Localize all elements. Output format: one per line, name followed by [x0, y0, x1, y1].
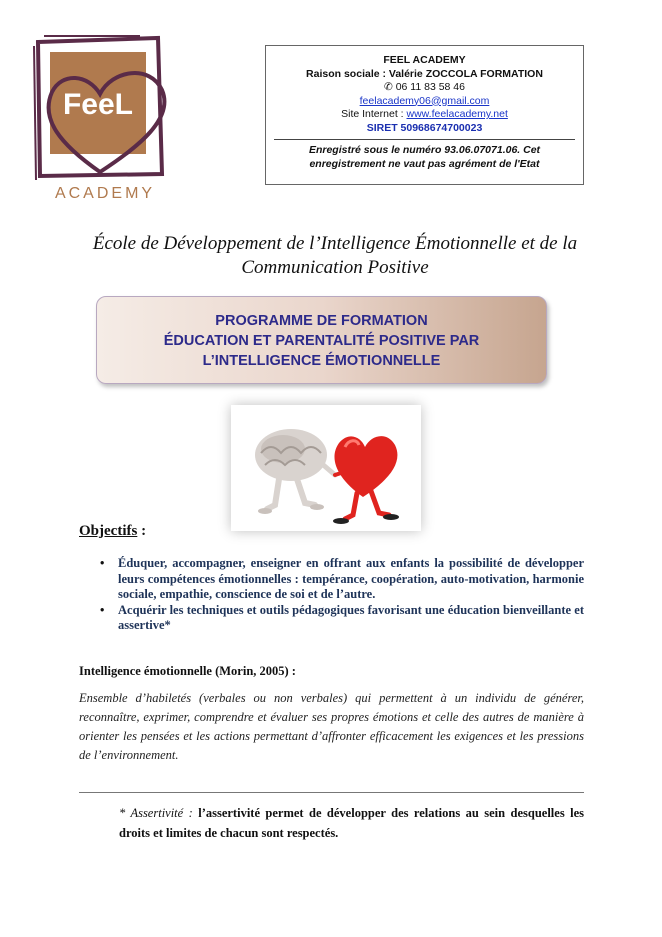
bullet-icon: • — [100, 602, 105, 617]
registration-note: Enregistré sous le numéro 93.06.07071.06. Cet enregistrement ne vaut pas agrément de l'Etat — [308, 144, 541, 170]
objectives-list — [100, 556, 584, 634]
objectifs-word: Objectifs — [79, 523, 138, 539]
info-divider — [274, 139, 575, 140]
assertivite-note — [119, 803, 584, 843]
ie-definition: Ensemble d’habiletés (verbales ou non verbales) qui permettent à un individu de générer, reconnaître, exprimer, comprendre et évaluer ses propres émotions et celle des autres de manière à orienter les pensées et les actions permettant d’affronter efficacement les exigences et les pressions de l’environnement. — [79, 691, 584, 762]
company-info-box — [265, 45, 584, 185]
ie-heading: Intelligence émotionnelle (Morin, 2005) : — [79, 664, 296, 678]
banner-line-2: ÉDUCATION ET PARENTALITÉ POSITIVE PAR — [163, 333, 480, 349]
school-title: École de Développement de l’Intelligence Émotionnelle et de la Communication Positive — [92, 233, 578, 278]
objective-item — [100, 556, 584, 603]
banner-line-3: L’INTELLIGENCE ÉMOTIONNELLE — [202, 353, 441, 369]
logo-academy: ACADEMY — [54, 185, 156, 202]
banner-line-1: PROGRAMME DE FORMATION — [215, 313, 428, 329]
logo-word: FeeL — [62, 88, 134, 121]
objectifs-heading — [79, 523, 146, 540]
note-text: l’assertivité permet de développer des relations au sein desquelles les droits et limites de chacun sont respectés. — [119, 806, 584, 840]
objectifs-colon: : — [137, 523, 147, 539]
note-label: * Assertivité : — [119, 806, 199, 820]
site-label: Site Internet : — [341, 108, 407, 120]
programme-banner — [96, 296, 547, 384]
objective-text: Éduquer, accompagner, enseigner en offrant aux enfants la possibilité de développer leurs compétences émotionnelles : tempérance, coopération, auto-motivation, harmonie sociale, empathie, conscience de soi et de l’autre. — [118, 556, 584, 601]
brain-heart-illustration — [231, 405, 421, 531]
objective-item — [100, 603, 584, 634]
phone-number: ✆ 06 11 83 58 46 — [383, 81, 465, 93]
company-name: FEEL ACADEMY — [383, 54, 466, 66]
siret-number: SIRET 50968674700023 — [366, 121, 483, 134]
email-link[interactable]: feelacademy06@gmail.com — [359, 94, 490, 107]
objective-text: Acquérir les techniques et outils pédagogiques favorisant une éducation bienveillante et assertive* — [118, 602, 584, 632]
bullet-icon: • — [100, 556, 105, 570]
feel-academy-logo — [30, 34, 180, 202]
footnote-divider — [79, 792, 584, 793]
raison-sociale: Raison sociale : Valérie ZOCCOLA FORMATION — [306, 67, 543, 80]
website-link[interactable]: www.feelacademy.net — [406, 108, 508, 120]
